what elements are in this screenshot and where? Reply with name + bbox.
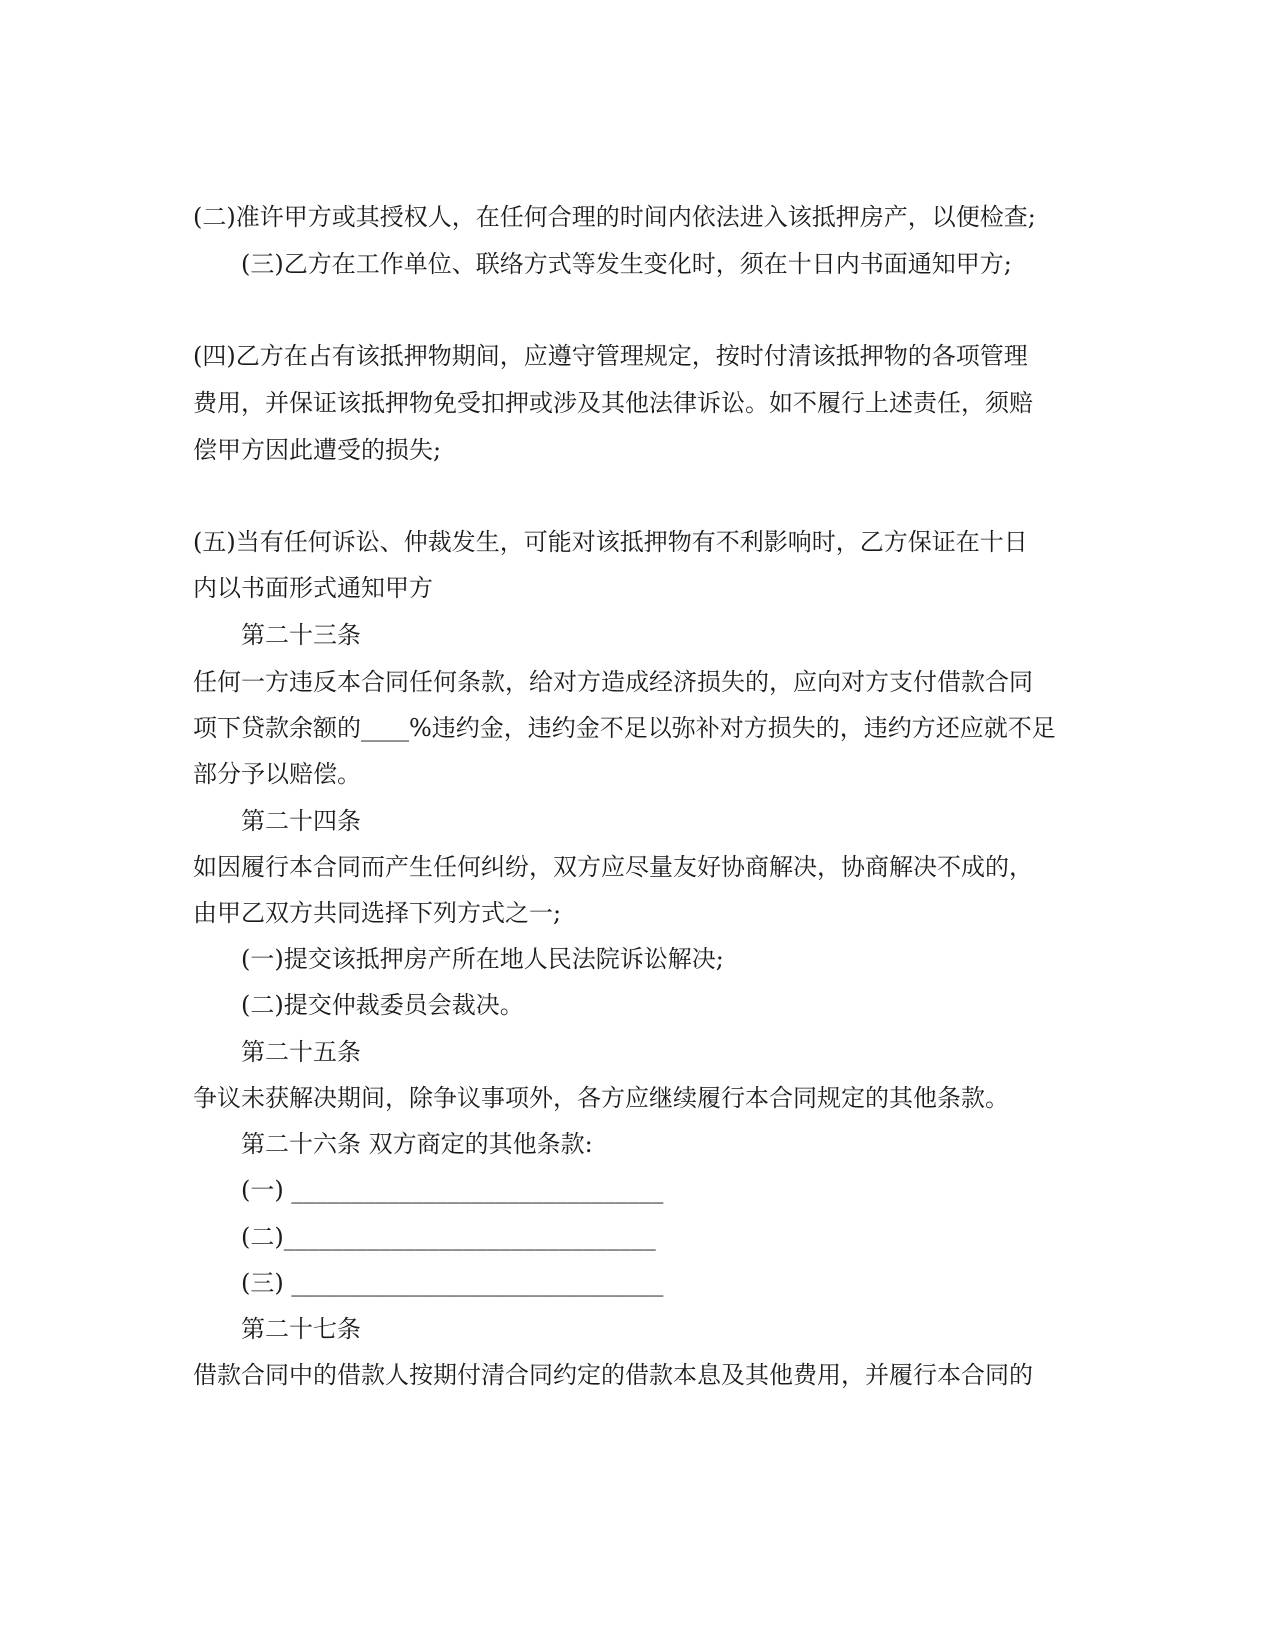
article-26-heading: 第二十六条 双方商定的其他条款: [241, 1130, 593, 1158]
clause-item-4-line-2: 费用，并保证该抵押物免受扣押或涉及其他法律诉讼。如不履行上述责任，须赔 [193, 389, 1033, 417]
clause-item-5-line-1: (五)当有任何诉讼、仲裁发生，可能对该抵押物有不利影响时，乙方保证在十日 [193, 528, 1028, 556]
clause-item-4-line-3: 偿甲方因此遭受的损失; [193, 436, 442, 464]
article-24-line-1: 如因履行本合同而产生任何纠纷，双方应尽量友好协商解决，协商解决不成的， [193, 853, 1033, 881]
article-24-heading: 第二十四条 [241, 807, 361, 835]
clause-item-2: (二)准许甲方或其授权人，在任何合理的时间内依法进入该抵押房产，以便检查; [193, 203, 1036, 231]
article-24-line-2: 由甲乙双方共同选择下列方式之一; [193, 899, 562, 927]
article-27-heading: 第二十七条 [241, 1315, 361, 1343]
article-24-option-1: (一)提交该抵押房产所在地人民法院诉讼解决; [241, 945, 724, 973]
article-25-heading: 第二十五条 [241, 1038, 361, 1066]
article-26-blank-2: (二)_______________________________ [241, 1223, 656, 1251]
article-23-line-2: 项下贷款余额的____%违约金，违约金不足以弥补对方损失的，违约方还应就不足 [193, 714, 1056, 742]
article-23-heading: 第二十三条 [241, 621, 361, 649]
article-27-line-1: 借款合同中的借款人按期付清合同约定的借款本息及其他费用，并履行本合同的 [193, 1361, 1033, 1389]
clause-item-4-line-1: (四)乙方在占有该抵押物期间，应遵守管理规定，按时付清该抵押物的各项管理 [193, 342, 1028, 370]
clause-item-5-line-2: 内以书面形式通知甲方 [193, 574, 433, 602]
article-23-line-1: 任何一方违反本合同任何条款，给对方造成经济损失的，应向对方支付借款合同 [193, 668, 1033, 696]
article-26-blank-3: (三) _______________________________ [241, 1269, 664, 1297]
article-26-blank-1: (一) _______________________________ [241, 1176, 664, 1204]
article-23-line-3: 部分予以赔偿。 [193, 760, 361, 788]
article-25-line-1: 争议未获解决期间，除争议事项外，各方应继续履行本合同规定的其他条款。 [193, 1084, 1009, 1112]
article-24-option-2: (二)提交仲裁委员会裁决。 [241, 991, 524, 1019]
clause-item-3: (三)乙方在工作单位、联络方式等发生变化时，须在十日内书面通知甲方; [241, 250, 1012, 278]
